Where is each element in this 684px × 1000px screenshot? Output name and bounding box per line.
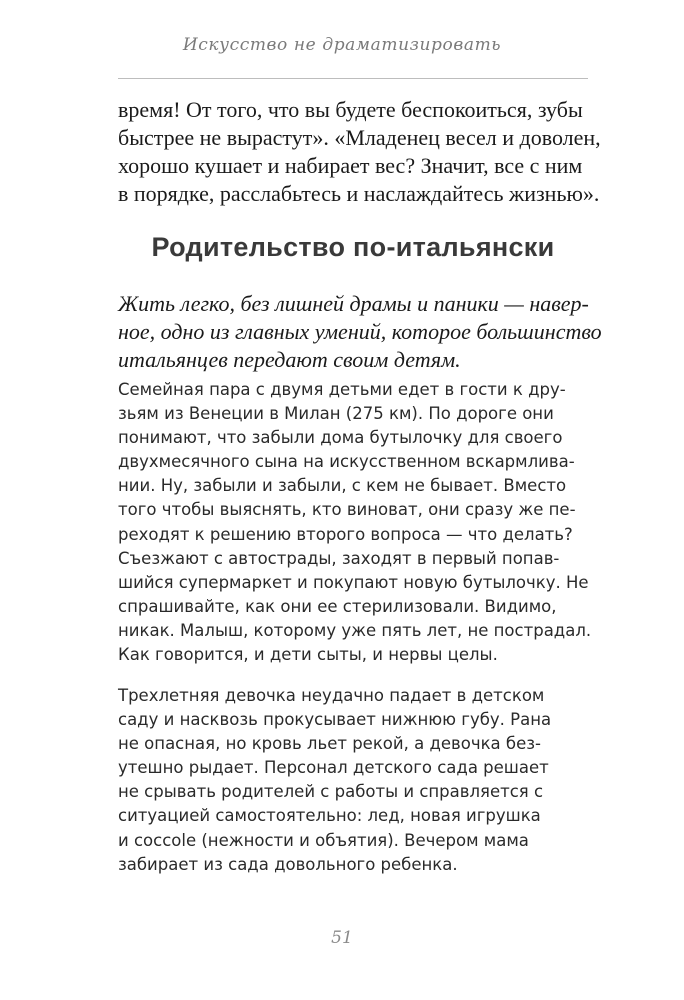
text-line: Трехлетняя девочка неудачно падает в детском — [118, 686, 545, 705]
lead-paragraph — [118, 290, 602, 374]
header-divider — [118, 78, 588, 79]
text-line: зьям из Венеции в Милан (275 км). По дороге они — [118, 404, 554, 424]
text-line: того чтобы выяснять, кто виноват, они сразу же пе- — [118, 500, 576, 520]
section-title: Родительство по-итальянски — [151, 232, 555, 262]
text-line: быстрее не вырастут». «Младенец весел и доволен, — [118, 125, 601, 150]
page-number: 51 — [331, 928, 353, 948]
text-line: шийся супермаркет и покупают новую бутылочку. Не — [118, 572, 589, 592]
text-line: забирает из сада довольного ребенка. — [118, 854, 458, 874]
text-line: время! От того, что вы будете беспокоиться, зубы — [118, 97, 583, 122]
text-line: реходят к решению второго вопроса — что делать? — [118, 524, 573, 544]
text-line: ситуацией самостоятельно: лед, новая игрушка — [118, 806, 541, 826]
text-line: Жить легко, без лишней драмы и паники — навер- — [118, 291, 589, 316]
example-paragraph-baby-bottle — [118, 378, 592, 667]
text-line: никак. Малыш, которому уже пять лет, не пострадал. — [118, 620, 592, 640]
continuation-paragraph — [118, 96, 601, 208]
text-line: нии. Ну, забыли и забыли, с кем не бывает. Вместо — [118, 476, 567, 496]
text-line: Семейная пара с двумя детьми едет в гости к дру- — [118, 380, 566, 399]
text-line: и coccole (нежности и объятия). Вечером мама — [118, 830, 529, 850]
text-line: саду и насквозь прокусывает нижнюю губу. Рана — [118, 710, 552, 730]
text-line: не опасная, но кровь льет рекой, а девочка без- — [118, 734, 541, 754]
text-line: понимают, что забыли дома бутылочку для своего — [118, 428, 563, 448]
text-line: ное, одно из главных умений, которое большинство — [118, 319, 602, 344]
text-line: не срывать родителей с работы и справляется с — [118, 782, 544, 802]
text-line: спрашивайте, как они ее стерилизовали. Видимо, — [118, 596, 557, 616]
text-line: Съезжают с автострады, заходят в первый попав- — [118, 548, 560, 568]
text-line: хорошо кушает и набирает вес? Значит, все с ним — [118, 153, 583, 178]
text-line: утешно рыдает. Персонал детского сада решает — [118, 758, 549, 778]
running-header: Искусство не драматизировать — [182, 35, 502, 55]
text-line: в порядке, расслабьтесь и наслаждайтесь жизнью». — [118, 181, 600, 206]
text-line: Как говорится, и дети сыты, и нервы целы. — [118, 645, 498, 665]
example-paragraph-kindergarten — [118, 684, 588, 877]
text-line: итальянцев передают своим детям. — [118, 347, 461, 372]
text-line: двухмесячного сына на искусственном вскармлива- — [118, 452, 575, 472]
